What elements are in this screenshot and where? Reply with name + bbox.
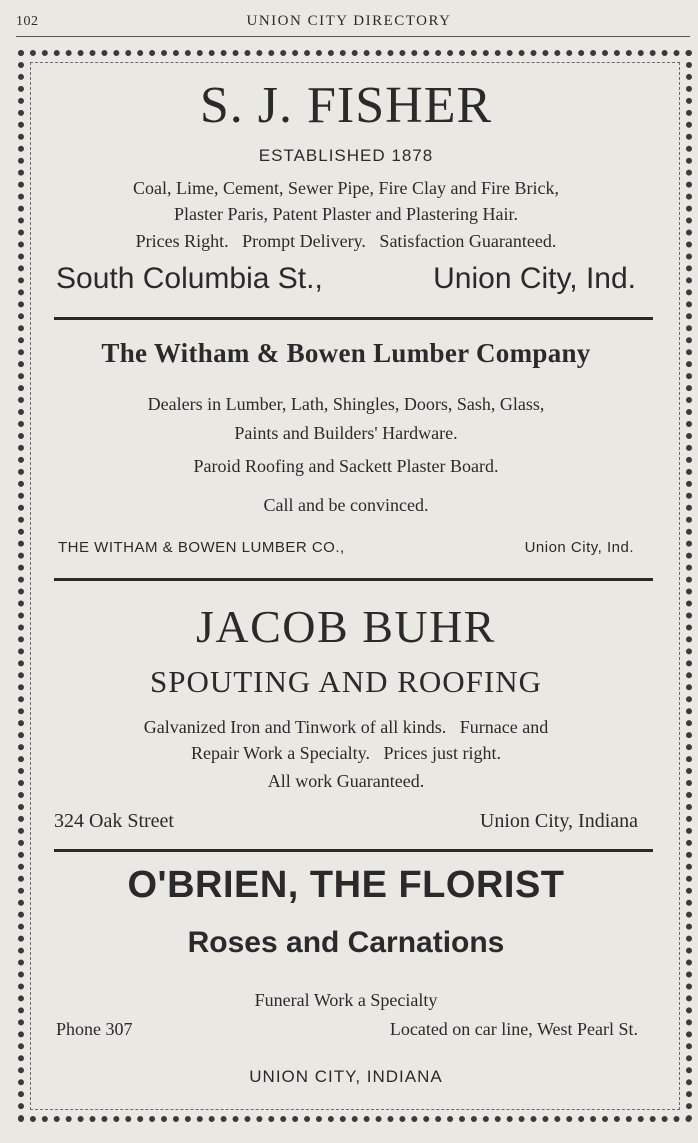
buhr-guarantee: All work Guaranteed.	[267, 771, 425, 791]
buhr-address	[36, 810, 656, 833]
fisher-slogan: Prices Right. Prompt Delivery. Satisfaction Guaranteed.	[135, 231, 557, 251]
obrien-city: UNION CITY, INDIANA	[249, 1067, 443, 1086]
header-rule	[16, 36, 690, 37]
witham-name: The Witham & Bowen Lumber Company	[101, 338, 591, 368]
page-number: 102	[16, 14, 39, 29]
buhr-street: 324 Oak Street	[54, 810, 174, 832]
fisher-city: Union City, Ind.	[433, 262, 636, 295]
fisher-products-line-2: Plaster Paris, Patent Plaster and Plastering Hair.	[174, 204, 518, 224]
divider-2	[54, 578, 653, 581]
fisher-address	[36, 262, 656, 296]
witham-products-line-3: Paroid Roofing and Sackett Plaster Board.	[193, 456, 499, 476]
divider-1	[54, 317, 653, 320]
witham-city: Union City, Ind.	[524, 539, 634, 556]
fisher-name: S. J. FISHER	[199, 77, 493, 134]
divider-3	[54, 849, 653, 852]
page-header	[0, 0, 698, 40]
witham-firm: THE WITHAM & BOWEN LUMBER CO.,	[58, 539, 345, 556]
buhr-services-line-1: Galvanized Iron and Tinwork of all kinds. Furnace and	[143, 717, 549, 737]
buhr-name: JACOB BUHR	[195, 601, 496, 652]
obrien-specialty: Funeral Work a Specialty	[254, 990, 438, 1010]
buhr-services-line-2: Repair Work a Specialty. Prices just right.	[191, 743, 501, 763]
witham-products-line-1: Dealers in Lumber, Lath, Shingles, Doors, Sash, Glass,	[147, 394, 545, 414]
running-title: UNION CITY DIRECTORY	[246, 13, 452, 29]
fisher-products-line-1: Coal, Lime, Cement, Sewer Pipe, Fire Clay and Fire Brick,	[133, 178, 559, 198]
obrien-contact	[36, 1019, 656, 1040]
buhr-city: Union City, Indiana	[479, 810, 638, 832]
obrien-location: Located on car line, West Pearl St.	[389, 1019, 638, 1039]
obrien-name: O'BRIEN, THE FLORIST	[127, 864, 565, 906]
buhr-trade: SPOUTING AND ROOFING	[149, 664, 543, 699]
witham-address	[36, 539, 656, 556]
fisher-established: ESTABLISHED 1878	[258, 146, 434, 165]
witham-products-line-2: Paints and Builders' Hardware.	[234, 423, 458, 443]
obrien-subtitle: Roses and Carnations	[187, 926, 505, 959]
obrien-phone: Phone 307	[56, 1019, 133, 1039]
witham-slogan: Call and be convinced.	[263, 495, 429, 515]
fisher-street: South Columbia St.,	[56, 262, 323, 295]
